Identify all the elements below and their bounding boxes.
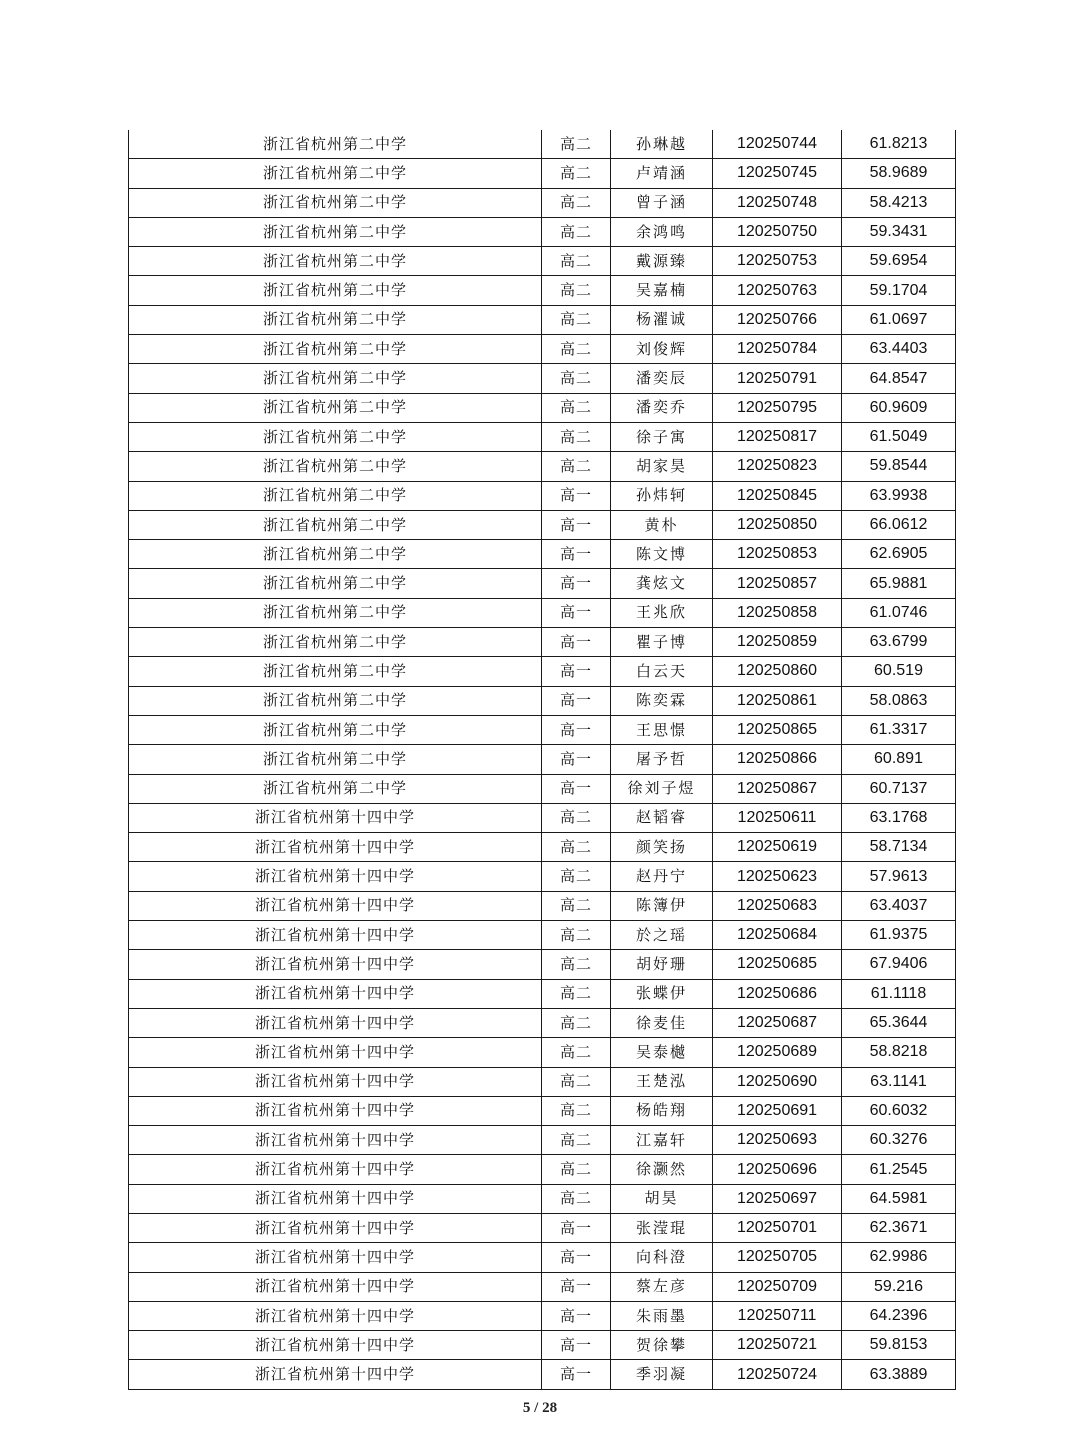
school-cell: 浙江省杭州第十四中学 [129,1038,542,1067]
ticket-number-cell: 120250866 [713,745,842,774]
grade-cell: 高一 [542,657,611,686]
grade-cell: 高一 [542,774,611,803]
school-cell: 浙江省杭州第十四中学 [129,891,542,920]
score-cell: 65.3644 [842,1008,956,1037]
table-row [129,335,956,364]
table-row [129,803,956,832]
table-row [129,628,956,657]
grade-cell: 高一 [542,481,611,510]
school-cell: 浙江省杭州第十四中学 [129,1331,542,1360]
school-cell: 浙江省杭州第十四中学 [129,1126,542,1155]
grade-cell: 高二 [542,159,611,188]
name-cell: 季羽凝 [611,1360,713,1389]
score-cell: 60.9609 [842,393,956,422]
grade-cell: 高一 [542,1331,611,1360]
ticket-number-cell: 120250690 [713,1067,842,1096]
name-cell: 潘奕辰 [611,364,713,393]
table-row [129,686,956,715]
table-row [129,1243,956,1272]
table-row [129,1008,956,1037]
grade-cell: 高二 [542,803,611,832]
school-cell: 浙江省杭州第十四中学 [129,862,542,891]
grade-cell: 高二 [542,921,611,950]
score-cell: 64.5981 [842,1184,956,1213]
grade-cell: 高二 [542,833,611,862]
grade-cell: 高二 [542,305,611,334]
table-row [129,891,956,920]
ticket-number-cell: 120250858 [713,598,842,627]
table-row [129,833,956,862]
score-cell: 61.2545 [842,1155,956,1184]
grade-cell: 高二 [542,188,611,217]
school-cell: 浙江省杭州第二中学 [129,188,542,217]
score-cell: 63.4037 [842,891,956,920]
ticket-number-cell: 120250701 [713,1213,842,1242]
name-cell: 张滢琨 [611,1213,713,1242]
school-cell: 浙江省杭州第二中学 [129,422,542,451]
score-cell: 63.9938 [842,481,956,510]
name-cell: 曾子涵 [611,188,713,217]
grade-cell: 高一 [542,569,611,598]
grade-cell: 高一 [542,510,611,539]
ticket-number-cell: 120250693 [713,1126,842,1155]
name-cell: 屠予哲 [611,745,713,774]
grade-cell: 高二 [542,422,611,451]
ticket-number-cell: 120250685 [713,950,842,979]
grade-cell: 高二 [542,891,611,920]
ticket-number-cell: 120250859 [713,628,842,657]
grade-cell: 高二 [542,979,611,1008]
score-cell: 61.9375 [842,921,956,950]
score-cell: 59.8153 [842,1331,956,1360]
score-cell: 59.1704 [842,276,956,305]
ticket-number-cell: 120250689 [713,1038,842,1067]
ticket-number-cell: 120250850 [713,510,842,539]
ticket-number-cell: 120250750 [713,217,842,246]
grade-cell: 高一 [542,1213,611,1242]
name-cell: 徐麦佳 [611,1008,713,1037]
table-row [129,305,956,334]
ticket-number-cell: 120250691 [713,1096,842,1125]
score-cell: 59.8544 [842,452,956,481]
school-cell: 浙江省杭州第十四中学 [129,1096,542,1125]
grade-cell: 高二 [542,335,611,364]
score-cell: 58.9689 [842,159,956,188]
score-cell: 60.7137 [842,774,956,803]
table-row [129,276,956,305]
name-cell: 陈奕霖 [611,686,713,715]
name-cell: 江嘉轩 [611,1126,713,1155]
score-cell: 61.8213 [842,130,956,159]
score-cell: 62.6905 [842,540,956,569]
school-cell: 浙江省杭州第二中学 [129,540,542,569]
ticket-number-cell: 120250709 [713,1272,842,1301]
score-cell: 62.9986 [842,1243,956,1272]
table-row [129,745,956,774]
ticket-number-cell: 120250857 [713,569,842,598]
score-cell: 62.3671 [842,1213,956,1242]
school-cell: 浙江省杭州第二中学 [129,628,542,657]
table-row [129,774,956,803]
ticket-number-cell: 120250823 [713,452,842,481]
grade-cell: 高二 [542,130,611,159]
results-sheet [128,130,952,1390]
table-row [129,1213,956,1242]
table-row [129,1331,956,1360]
school-cell: 浙江省杭州第十四中学 [129,1213,542,1242]
name-cell: 胡妤珊 [611,950,713,979]
table-row [129,1126,956,1155]
ticket-number-cell: 120250861 [713,686,842,715]
school-cell: 浙江省杭州第十四中学 [129,921,542,950]
table-row [129,862,956,891]
table-row [129,452,956,481]
grade-cell: 高二 [542,276,611,305]
table-row [129,1067,956,1096]
ticket-number-cell: 120250744 [713,130,842,159]
score-cell: 61.5049 [842,422,956,451]
ticket-number-cell: 120250745 [713,159,842,188]
table-row [129,217,956,246]
ticket-number-cell: 120250623 [713,862,842,891]
table-row [129,510,956,539]
grade-cell: 高二 [542,393,611,422]
name-cell: 黄朴 [611,510,713,539]
score-cell: 58.7134 [842,833,956,862]
school-cell: 浙江省杭州第二中学 [129,686,542,715]
name-cell: 白云天 [611,657,713,686]
name-cell: 於之瑶 [611,921,713,950]
school-cell: 浙江省杭州第二中学 [129,452,542,481]
school-cell: 浙江省杭州第十四中学 [129,1360,542,1389]
name-cell: 吴泰樾 [611,1038,713,1067]
score-cell: 59.216 [842,1272,956,1301]
table-row [129,247,956,276]
name-cell: 杨皓翔 [611,1096,713,1125]
school-cell: 浙江省杭州第二中学 [129,569,542,598]
score-cell: 58.0863 [842,686,956,715]
grade-cell: 高一 [542,598,611,627]
score-cell: 63.1768 [842,803,956,832]
score-cell: 64.2396 [842,1301,956,1330]
table-row [129,1360,956,1389]
name-cell: 孙琳越 [611,130,713,159]
ticket-number-cell: 120250697 [713,1184,842,1213]
school-cell: 浙江省杭州第二中学 [129,481,542,510]
score-cell: 61.0697 [842,305,956,334]
school-cell: 浙江省杭州第二中学 [129,364,542,393]
grade-cell: 高二 [542,1184,611,1213]
name-cell: 王兆欣 [611,598,713,627]
ticket-number-cell: 120250860 [713,657,842,686]
score-cell: 63.1141 [842,1067,956,1096]
grade-cell: 高二 [542,452,611,481]
table-row [129,569,956,598]
grade-cell: 高一 [542,686,611,715]
school-cell: 浙江省杭州第十四中学 [129,1243,542,1272]
name-cell: 杨濯诚 [611,305,713,334]
name-cell: 孙炜轲 [611,481,713,510]
ticket-number-cell: 120250619 [713,833,842,862]
ticket-number-cell: 120250705 [713,1243,842,1272]
score-cell: 65.9881 [842,569,956,598]
name-cell: 戴源臻 [611,247,713,276]
name-cell: 龚炫文 [611,569,713,598]
ticket-number-cell: 120250724 [713,1360,842,1389]
school-cell: 浙江省杭州第十四中学 [129,950,542,979]
grade-cell: 高一 [542,540,611,569]
school-cell: 浙江省杭州第二中学 [129,745,542,774]
name-cell: 向科澄 [611,1243,713,1272]
school-cell: 浙江省杭州第二中学 [129,305,542,334]
name-cell: 陈簿伊 [611,891,713,920]
school-cell: 浙江省杭州第十四中学 [129,1155,542,1184]
table-row [129,1301,956,1330]
grade-cell: 高一 [542,1301,611,1330]
ticket-number-cell: 120250763 [713,276,842,305]
school-cell: 浙江省杭州第二中学 [129,217,542,246]
ticket-number-cell: 120250845 [713,481,842,510]
grade-cell: 高一 [542,1272,611,1301]
ticket-number-cell: 120250791 [713,364,842,393]
results-table-body [129,130,956,1389]
score-cell: 58.4213 [842,188,956,217]
school-cell: 浙江省杭州第十四中学 [129,979,542,1008]
score-cell: 61.1118 [842,979,956,1008]
name-cell: 刘俊辉 [611,335,713,364]
name-cell: 潘奕乔 [611,393,713,422]
table-row [129,159,956,188]
grade-cell: 高二 [542,950,611,979]
table-row [129,481,956,510]
score-cell: 67.9406 [842,950,956,979]
score-cell: 60.6032 [842,1096,956,1125]
name-cell: 蔡左彦 [611,1272,713,1301]
ticket-number-cell: 120250817 [713,422,842,451]
table-row [129,1272,956,1301]
page-number: 5 / 28 [522,1400,558,1416]
table-row [129,598,956,627]
ticket-number-cell: 120250753 [713,247,842,276]
name-cell: 胡昊 [611,1184,713,1213]
ticket-number-cell: 120250683 [713,891,842,920]
grade-cell: 高二 [542,217,611,246]
table-row [129,715,956,744]
grade-cell: 高一 [542,628,611,657]
grade-cell: 高二 [542,1067,611,1096]
results-table [128,130,956,1390]
name-cell: 贺徐攀 [611,1331,713,1360]
name-cell: 朱雨墨 [611,1301,713,1330]
school-cell: 浙江省杭州第二中学 [129,774,542,803]
grade-cell: 高二 [542,862,611,891]
name-cell: 胡家昊 [611,452,713,481]
name-cell: 张蝶伊 [611,979,713,1008]
name-cell: 颜笑扬 [611,833,713,862]
school-cell: 浙江省杭州第二中学 [129,598,542,627]
grade-cell: 高二 [542,364,611,393]
name-cell: 王思憬 [611,715,713,744]
school-cell: 浙江省杭州第二中学 [129,276,542,305]
grade-cell: 高一 [542,1360,611,1389]
school-cell: 浙江省杭州第二中学 [129,247,542,276]
grade-cell: 高一 [542,1243,611,1272]
school-cell: 浙江省杭州第二中学 [129,715,542,744]
score-cell: 66.0612 [842,510,956,539]
school-cell: 浙江省杭州第二中学 [129,130,542,159]
school-cell: 浙江省杭州第十四中学 [129,803,542,832]
school-cell: 浙江省杭州第十四中学 [129,1008,542,1037]
ticket-number-cell: 120250853 [713,540,842,569]
ticket-number-cell: 120250795 [713,393,842,422]
table-row [129,950,956,979]
name-cell: 徐灏然 [611,1155,713,1184]
score-cell: 64.8547 [842,364,956,393]
score-cell: 61.0746 [842,598,956,627]
ticket-number-cell: 120250784 [713,335,842,364]
school-cell: 浙江省杭州第二中学 [129,159,542,188]
table-row [129,1038,956,1067]
table-row [129,921,956,950]
name-cell: 赵韬睿 [611,803,713,832]
table-row [129,422,956,451]
school-cell: 浙江省杭州第十四中学 [129,1184,542,1213]
school-cell: 浙江省杭州第二中学 [129,393,542,422]
score-cell: 59.6954 [842,247,956,276]
score-cell: 60.891 [842,745,956,774]
table-row [129,1184,956,1213]
ticket-number-cell: 120250721 [713,1331,842,1360]
grade-cell: 高一 [542,745,611,774]
grade-cell: 高二 [542,1096,611,1125]
ticket-number-cell: 120250684 [713,921,842,950]
name-cell: 王楚泓 [611,1067,713,1096]
name-cell: 赵丹宁 [611,862,713,891]
ticket-number-cell: 120250867 [713,774,842,803]
score-cell: 63.4403 [842,335,956,364]
ticket-number-cell: 120250611 [713,803,842,832]
table-row [129,364,956,393]
table-row [129,1096,956,1125]
name-cell: 瞿子博 [611,628,713,657]
table-row [129,130,956,159]
grade-cell: 高二 [542,1155,611,1184]
school-cell: 浙江省杭州第十四中学 [129,1272,542,1301]
school-cell: 浙江省杭州第二中学 [129,657,542,686]
school-cell: 浙江省杭州第二中学 [129,510,542,539]
school-cell: 浙江省杭州第十四中学 [129,833,542,862]
table-row [129,1155,956,1184]
school-cell: 浙江省杭州第十四中学 [129,1301,542,1330]
grade-cell: 高二 [542,1008,611,1037]
table-row [129,393,956,422]
table-row [129,979,956,1008]
table-row [129,657,956,686]
school-cell: 浙江省杭州第二中学 [129,335,542,364]
school-cell: 浙江省杭州第十四中学 [129,1067,542,1096]
ticket-number-cell: 120250711 [713,1301,842,1330]
name-cell: 卢靖涵 [611,159,713,188]
name-cell: 徐子寓 [611,422,713,451]
ticket-number-cell: 120250686 [713,979,842,1008]
table-row [129,188,956,217]
score-cell: 63.3889 [842,1360,956,1389]
score-cell: 57.9613 [842,862,956,891]
ticket-number-cell: 120250748 [713,188,842,217]
name-cell: 吴嘉楠 [611,276,713,305]
grade-cell: 高二 [542,1126,611,1155]
score-cell: 63.6799 [842,628,956,657]
grade-cell: 高一 [542,715,611,744]
grade-cell: 高二 [542,247,611,276]
score-cell: 58.8218 [842,1038,956,1067]
ticket-number-cell: 120250766 [713,305,842,334]
score-cell: 61.3317 [842,715,956,744]
ticket-number-cell: 120250687 [713,1008,842,1037]
ticket-number-cell: 120250696 [713,1155,842,1184]
ticket-number-cell: 120250865 [713,715,842,744]
name-cell: 徐刘子煜 [611,774,713,803]
score-cell: 59.3431 [842,217,956,246]
grade-cell: 高二 [542,1038,611,1067]
table-row [129,540,956,569]
score-cell: 60.3276 [842,1126,956,1155]
name-cell: 余鸿鸣 [611,217,713,246]
score-cell: 60.519 [842,657,956,686]
name-cell: 陈文博 [611,540,713,569]
